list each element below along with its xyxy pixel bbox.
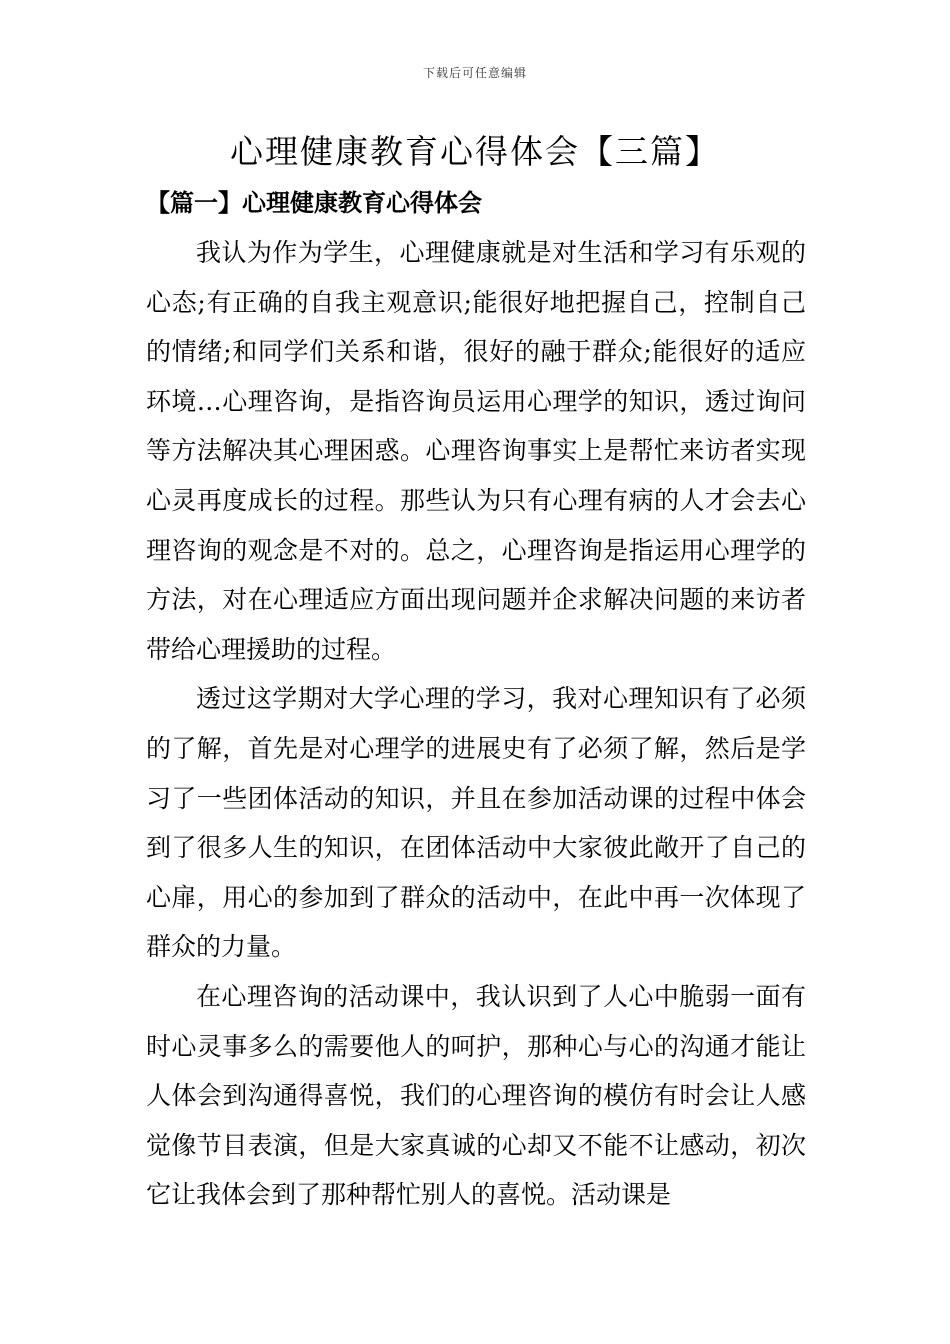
section-heading: 【篇一】心理健康教育心得体会 — [146, 188, 482, 217]
paragraph-2: 透过这学期对大学心理的学习，我对心理知识有了必须的了解，首先是对心理学的进展史有了必须了解，然后是学习了一些团体活动的知识，并且在参加活动课的过程中体会到了很多人生的知识，在团体活动中大家彼此敞开了自己的心扉，用心的参加到了群众的活动中，在此中再一次体现了群众的力量。 — [146, 684, 806, 962]
paragraph-1: 我认为作为学生，心理健康就是对生活和学习有乐观的心态;有正确的自我主观意识;能很好地把握自己，控制自己的情绪;和同学们关系和谐，很好的融于群众;能很好的适应环境…心理咨询，是指咨询员运用心理学的知识，透过询问等方法解决其心理困惑。心理咨询事实上是帮忙来访者实现心灵再度成长的过程。那些认为只有心理有病的人才会去心理咨询的观念是不对的。总之，心理咨询是指运用心理学的方法，对在心理适应方面出现问题并企求解决问题的来访者带给心理援助的过程。 — [146, 238, 806, 664]
header-note: 下载后可任意编辑 — [422, 66, 527, 80]
paragraph-3: 在心理咨询的活动课中，我认识到了人心中脆弱一面有时心灵事多么的需要他人的呵护，那种心与心的沟通才能让人体会到沟通得喜悦，我们的心理咨询的模仿有时会让人感觉像节目表演，但是大家真诚的心却又不能不让感动，初次它让我体会到了那种帮忙别人的喜悦。活动课是 — [146, 981, 806, 1210]
document-title: 心理健康教育心得体会【三篇】 — [230, 132, 720, 171]
body-text — [146, 228, 806, 1220]
